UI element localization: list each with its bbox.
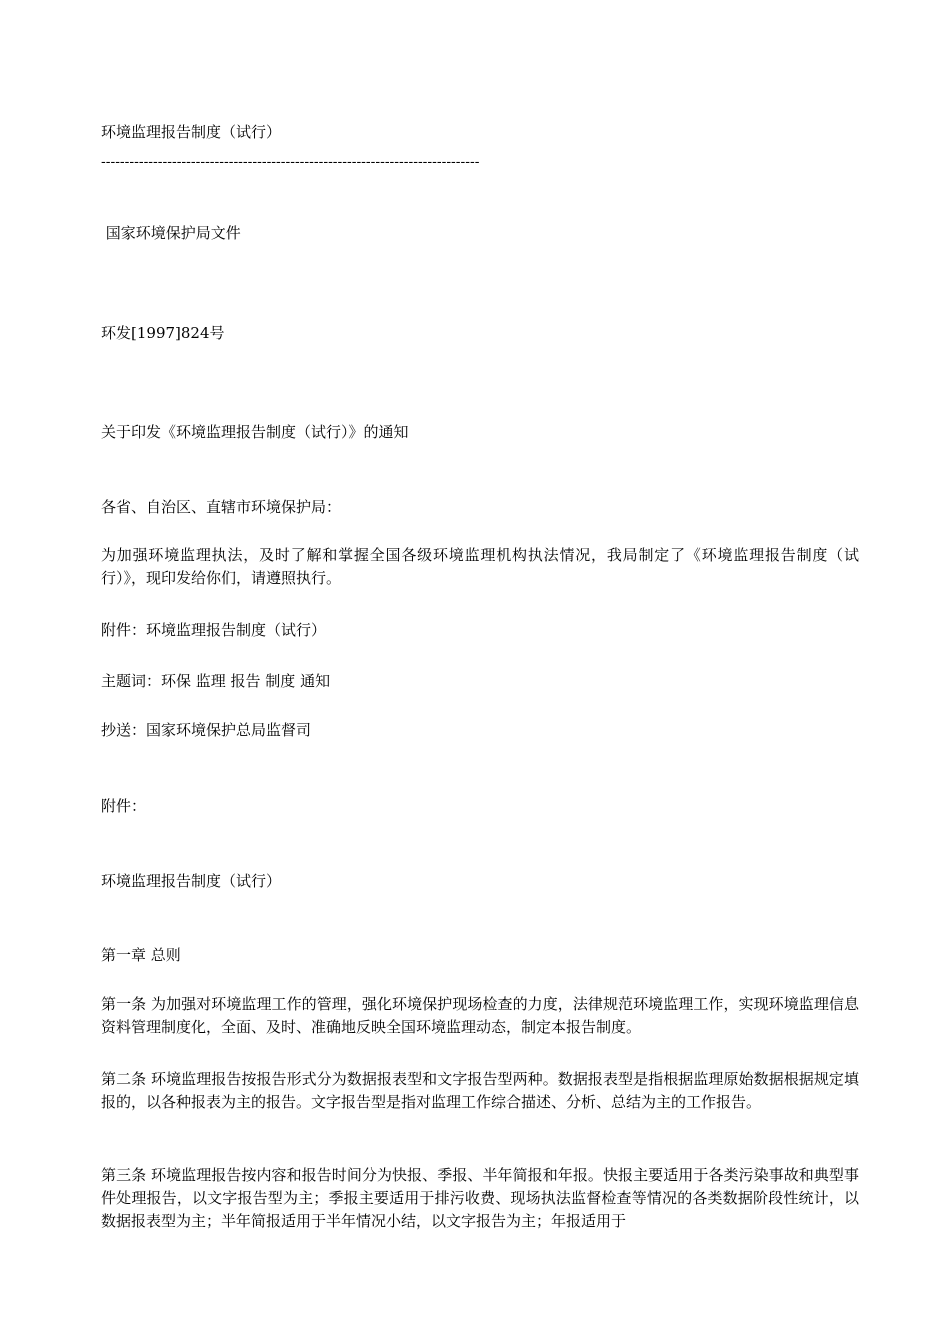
article-1: 第一条 为加强对环境监理工作的管理，强化环境保护现场检查的力度，法律规范环境监理工作，实现环境监理信息资料管理制度化，全面、及时、准确地反映全国环境监理动态，制定本报告制度。 [101, 995, 859, 1036]
keywords-line: 主题词：环保 监理 报告 制度 通知 [101, 672, 331, 690]
addressee: 各省、自治区、直辖市环境保护局： [101, 498, 342, 516]
document-number: 环发[1997]824号 [101, 324, 225, 342]
attachment-label: 附件： [101, 797, 147, 815]
attachment-line: 附件：环境监理报告制度（试行） [101, 621, 327, 639]
attachment-title: 环境监理报告制度（试行） [101, 872, 282, 890]
article-3: 第三条 环境监理报告按内容和报告时间分为快报、季报、半年简报和年报。快报主要适用于各类污染事故和典型事件处理报告，以文字报告型为主；季报主要适用于排污收费、现场执法监督检查等情况的各类数据阶段性统计，以数据报表型为主；半年简报适用于半年情况小结，以文字报告为主；年报适用于 [101, 1166, 859, 1230]
separator-line: -------------------------------------------------------------------------------- [101, 154, 480, 170]
cc-line: 抄送：国家环境保护总局监督司 [101, 721, 312, 739]
chapter-title: 第一章 总则 [101, 946, 181, 964]
intro-paragraph: 为加强环境监理执法，及时了解和掌握全国各级环境监理机构执法情况，我局制定了《环境监理报告制度（试行）》，现印发给你们，请遵照执行。 [101, 546, 859, 587]
article-2: 第二条 环境监理报告按报告形式分为数据报表型和文字报告型两种。数据报表型是指根据监理原始数据根据规定填报的，以各种报表为主的报告。文字报告型是指对监理工作综合描述、分析、总结为主的工作报告。 [101, 1070, 859, 1111]
issuer-heading: 国家环境保护局文件 [101, 224, 241, 242]
document-page [101, 0, 859, 1344]
notice-title: 关于印发《环境监理报告制度（试行）》的通知 [101, 423, 409, 441]
document-title: 环境监理报告制度（试行） [101, 123, 282, 141]
